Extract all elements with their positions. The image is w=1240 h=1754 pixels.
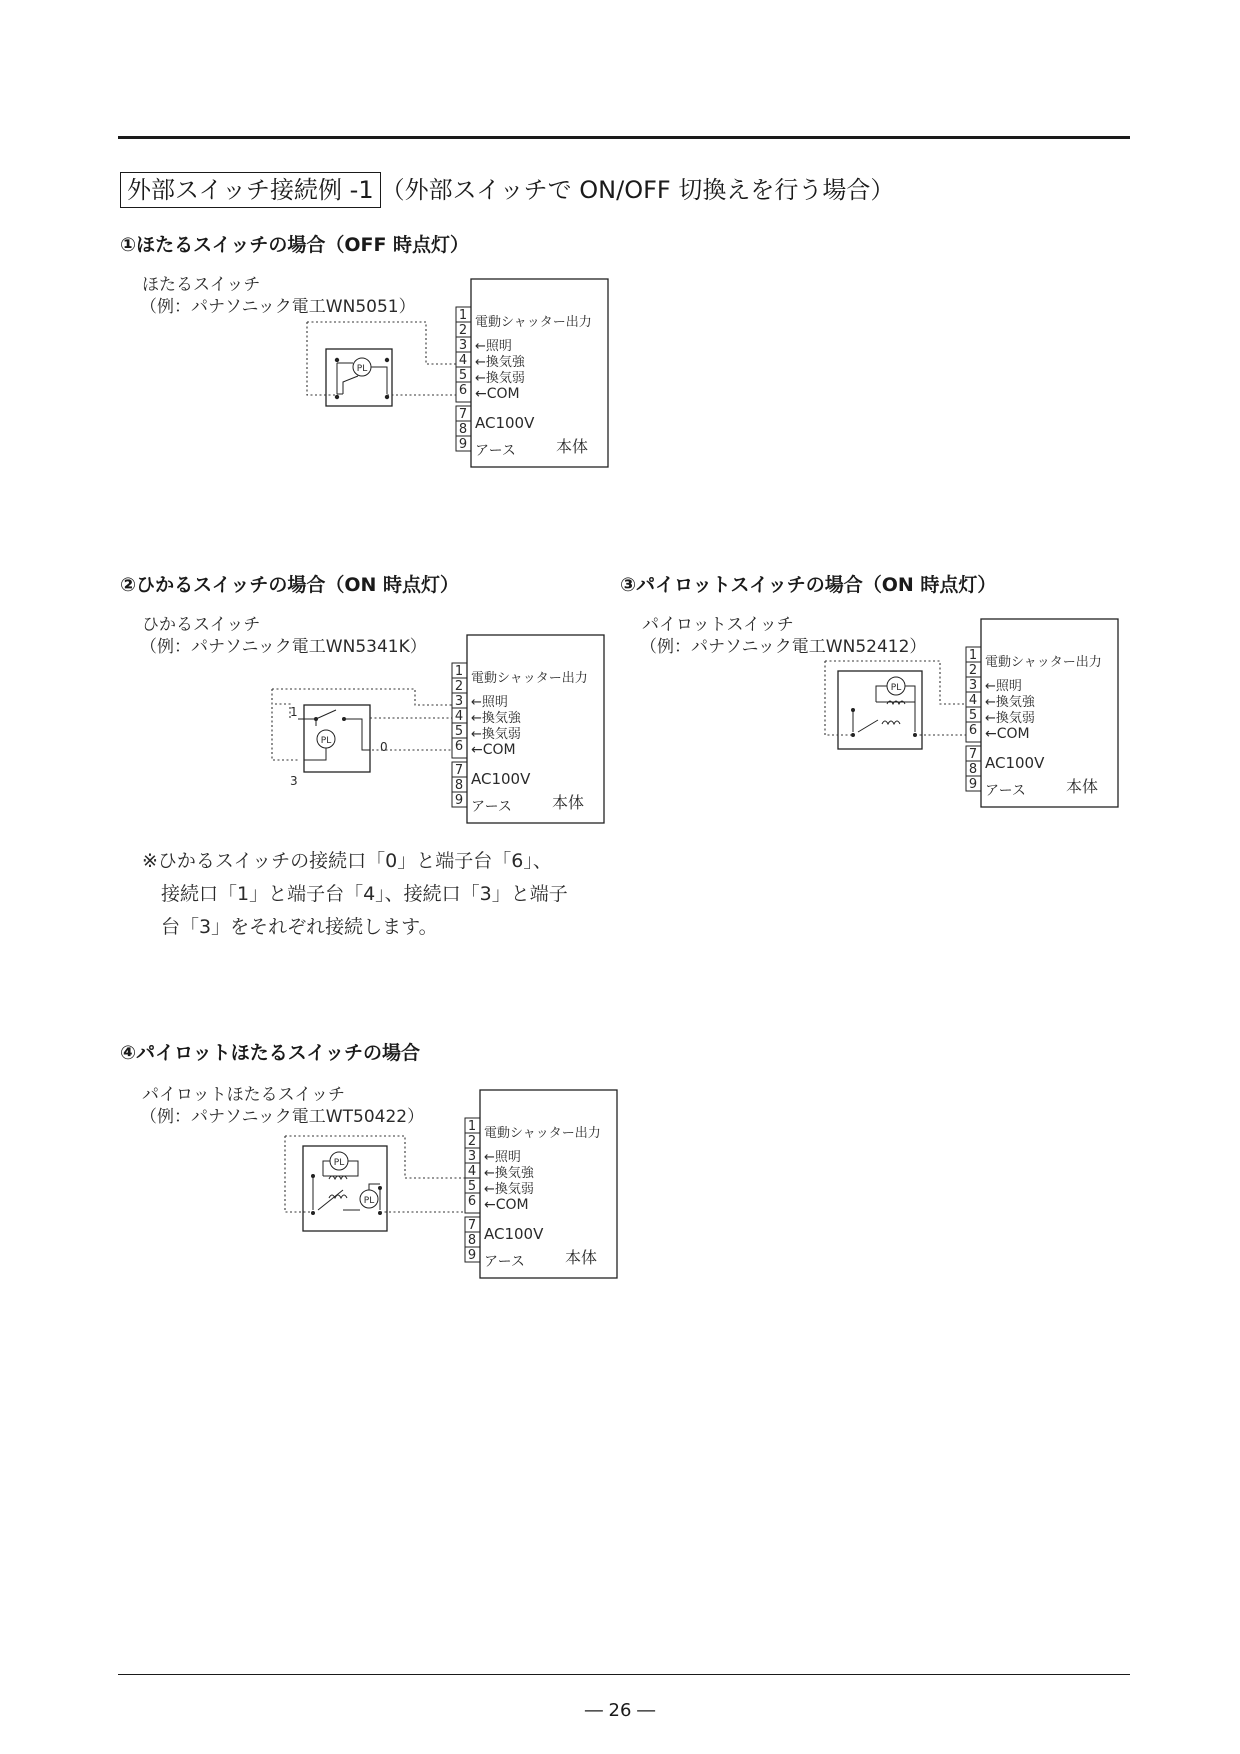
svg-text:2: 2 [458, 323, 468, 338]
svg-text:←照明: ←照明 [484, 1150, 521, 1165]
svg-text:3: 3 [290, 774, 298, 788]
wiring-diagram-2 [140, 610, 620, 835]
svg-text:←照明: ←照明 [985, 679, 1022, 694]
wiring-diagram-1 [140, 270, 620, 475]
svg-text:2: 2 [968, 663, 978, 678]
page-title [120, 172, 894, 208]
svg-text:1: 1 [454, 664, 464, 679]
wiring-diagram-4 [140, 1080, 620, 1290]
svg-text:3: 3 [968, 678, 978, 693]
svg-text:5: 5 [454, 724, 464, 739]
svg-text:PL: PL [890, 683, 902, 693]
svg-text:←換気弱: ←換気弱 [475, 371, 525, 386]
svg-text:2: 2 [467, 1134, 477, 1149]
svg-text:パイロットほたるスイッチ: パイロットほたるスイッチ [142, 1085, 345, 1105]
wiring-diagram-3 [640, 610, 1120, 820]
svg-text:1: 1 [968, 648, 978, 663]
switch-example-1: （例：パナソニック電工WN5051） [140, 297, 416, 317]
lamp-label-1: PL [356, 364, 368, 374]
svg-text:PL: PL [320, 736, 332, 746]
svg-text:7: 7 [968, 747, 978, 762]
svg-text:AC100V: AC100V [484, 1225, 544, 1243]
section-heading-1: ①ほたるスイッチの場合（OFF 時点灯） [120, 234, 470, 256]
switch-box [304, 705, 370, 772]
svg-text:6: 6 [458, 383, 468, 398]
svg-text:8: 8 [454, 778, 464, 793]
svg-text:←COM: ←COM [471, 742, 516, 758]
svg-text:AC100V: AC100V [475, 414, 535, 432]
page-number: ― 26 ― [584, 1700, 656, 1721]
note-line: 接続口「1」と端子台「4」、接続口「3」と端子 [161, 883, 568, 905]
switch-name-1: ほたるスイッチ [142, 275, 261, 295]
svg-text:←照明: ←照明 [471, 695, 508, 710]
svg-text:←換気強: ←換気強 [985, 695, 1035, 710]
svg-text:5: 5 [458, 368, 468, 383]
svg-text:←換気強: ←換気強 [484, 1166, 534, 1181]
svg-text:2: 2 [454, 679, 464, 694]
svg-text:本体: 本体 [556, 437, 589, 456]
svg-text:6: 6 [968, 723, 978, 738]
svg-text:8: 8 [458, 422, 468, 437]
svg-text:PL: PL [333, 1158, 345, 1168]
svg-text:4: 4 [458, 353, 468, 368]
svg-text:アース: アース [475, 443, 516, 459]
svg-text:9: 9 [467, 1248, 477, 1263]
svg-text:←換気弱: ←換気弱 [484, 1182, 534, 1197]
connection-note [142, 845, 568, 944]
svg-text:←換気強: ←換気強 [471, 711, 521, 726]
svg-text:9: 9 [454, 793, 464, 808]
svg-text:ひかるスイッチ: ひかるスイッチ [142, 615, 261, 635]
top-rule [118, 136, 1130, 139]
svg-text:PL: PL [363, 1196, 375, 1206]
bottom-rule [118, 1674, 1130, 1675]
svg-text:AC100V: AC100V [471, 770, 531, 788]
svg-text:（例：パナソニック電工WN5341K）: （例：パナソニック電工WN5341K） [140, 637, 427, 657]
svg-text:9: 9 [458, 437, 468, 452]
svg-text:←換気弱: ←換気弱 [985, 711, 1035, 726]
section-heading-4: ④パイロットほたるスイッチの場合 [120, 1042, 420, 1064]
svg-text:6: 6 [467, 1194, 477, 1209]
svg-text:←COM: ←COM [484, 1197, 529, 1213]
svg-text:←COM: ←COM [475, 386, 520, 402]
svg-text:本体: 本体 [565, 1248, 598, 1267]
svg-text:5: 5 [968, 708, 978, 723]
switch-box [838, 671, 922, 749]
svg-text:1: 1 [290, 705, 298, 719]
svg-text:←照明: ←照明 [475, 339, 512, 354]
note-line: 台「3」をそれぞれ接続します。 [161, 916, 438, 938]
svg-text:1: 1 [467, 1119, 477, 1134]
switch-box [303, 1146, 387, 1231]
svg-text:アース: アース [471, 799, 512, 815]
svg-text:6: 6 [454, 739, 464, 754]
svg-text:7: 7 [454, 763, 464, 778]
svg-text:本体: 本体 [552, 793, 585, 812]
svg-text:AC100V: AC100V [985, 754, 1045, 772]
svg-text:電動シャッター出力: 電動シャッター出力 [471, 671, 588, 686]
title-suffix: （外部スイッチで ON/OFF 切換えを行う場合） [380, 176, 895, 204]
section-heading-3: ③パイロットスイッチの場合（ON 時点灯） [620, 574, 997, 596]
svg-text:4: 4 [968, 693, 978, 708]
boxed-title: 外部スイッチ接続例 -1 [120, 172, 381, 208]
svg-text:8: 8 [467, 1233, 477, 1248]
svg-text:本体: 本体 [1066, 777, 1099, 796]
svg-text:←換気弱: ←換気弱 [471, 727, 521, 742]
svg-text:8: 8 [968, 762, 978, 777]
svg-text:アース: アース [484, 1254, 525, 1270]
svg-text:3: 3 [467, 1149, 477, 1164]
svg-text:7: 7 [467, 1218, 477, 1233]
svg-text:3: 3 [454, 694, 464, 709]
svg-text:7: 7 [458, 407, 468, 422]
note-line: ※ひかるスイッチの接続口「0」と端子台「6」、 [142, 850, 552, 872]
svg-text:（例：パナソニック電工WT50422）: （例：パナソニック電工WT50422） [140, 1107, 425, 1127]
svg-text:5: 5 [467, 1179, 477, 1194]
svg-text:アース: アース [985, 783, 1026, 799]
svg-text:電動シャッター出力: 電動シャッター出力 [985, 655, 1102, 670]
svg-text:0: 0 [380, 740, 388, 754]
svg-text:9: 9 [968, 777, 978, 792]
svg-text:←COM: ←COM [985, 726, 1030, 742]
svg-text:電動シャッター出力: 電動シャッター出力 [475, 315, 592, 330]
svg-text:4: 4 [467, 1164, 477, 1179]
svg-text:パイロットスイッチ: パイロットスイッチ [642, 615, 794, 635]
svg-text:1: 1 [458, 308, 468, 323]
svg-text:（例：パナソニック電工WN52412）: （例：パナソニック電工WN52412） [640, 637, 927, 657]
svg-text:4: 4 [454, 709, 464, 724]
svg-text:←換気強: ←換気強 [475, 355, 525, 370]
svg-text:電動シャッター出力: 電動シャッター出力 [484, 1126, 601, 1141]
section-heading-2: ②ひかるスイッチの場合（ON 時点灯） [120, 574, 459, 596]
svg-text:3: 3 [458, 338, 468, 353]
